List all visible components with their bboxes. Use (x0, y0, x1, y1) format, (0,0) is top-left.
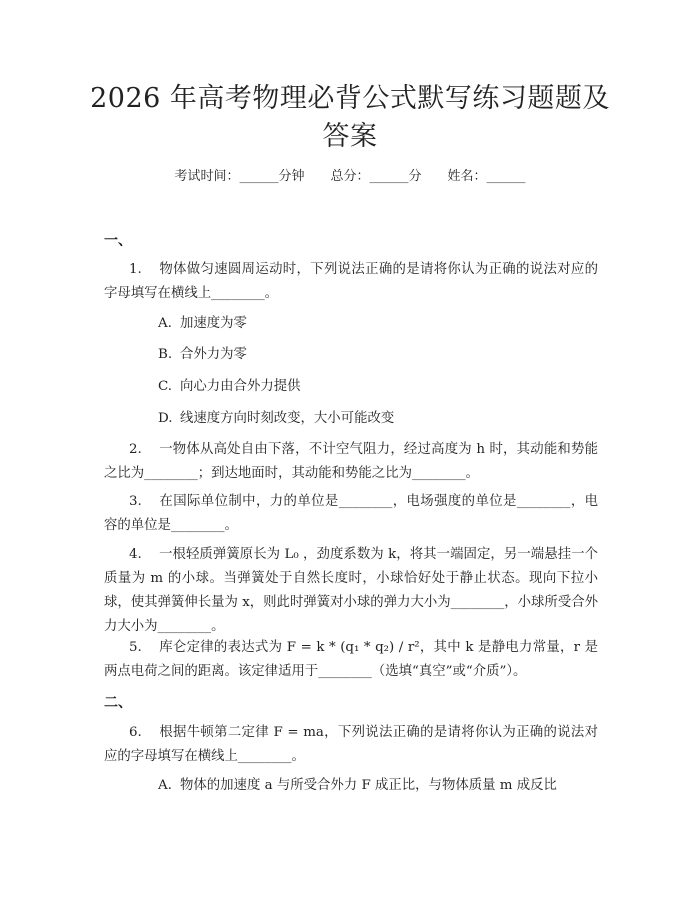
option-text: 线速度方向时刻改变，大小可能改变 (180, 411, 395, 426)
question-1 (104, 258, 598, 306)
question-text: 根据牛顿第二定律 F = ma，下列说法正确的是请将你认为正确的说法对应的字母填写在横线上________。 (104, 725, 598, 764)
option-text: 向心力由合外力提供 (180, 379, 301, 394)
question-3 (104, 490, 598, 538)
question-text: 物体做匀速圆周运动时，下列说法正确的是请将你认为正确的说法对应的字母填写在横线上________。 (104, 262, 598, 301)
question-number: 6. (129, 725, 142, 740)
option-letter: A. (158, 316, 172, 331)
option-q6-a (158, 776, 557, 796)
section-heading-2: 二、 (104, 695, 132, 711)
section-heading-1: 一、 (104, 233, 132, 249)
option-q1-c (158, 377, 301, 397)
question-5 (104, 636, 598, 684)
option-q1-b (158, 345, 247, 365)
question-4 (104, 543, 598, 639)
question-number: 1. (129, 262, 142, 277)
question-number: 3. (129, 494, 142, 509)
question-text: 一物体从高处自由下落，不计空气阻力，经过高度为 h 时，其动能和势能之比为________；到达地面时，其动能和势能之比为________。 (104, 442, 598, 481)
name-label: 姓名：______ (447, 169, 526, 184)
exam-meta (0, 168, 700, 186)
question-6 (104, 721, 598, 769)
question-2 (104, 438, 598, 486)
option-text: 合外力为零 (180, 347, 247, 362)
option-letter: B. (158, 347, 173, 362)
option-text: 加速度为零 (180, 316, 247, 331)
option-text: 物体的加速度 a 与所受合外力 F 成正比，与物体质量 m 成反比 (180, 778, 557, 793)
question-number: 5. (129, 640, 142, 655)
option-letter: D. (158, 411, 173, 426)
question-text: 在国际单位制中，力的单位是________，电场强度的单位是________，电容的单位是________。 (104, 494, 598, 533)
option-q1-a (158, 314, 247, 334)
question-text: 一根轻质弹簧原长为 L₀ ，劲度系数为 k，将其一端固定，另一端悬挂一个质量为 m 的小球。当弹簧处于自然长度时，小球恰好处于静止状态。现向下拉小球，使其弹簧伸长量为 x，则此时弹簧对小球的弹力大小为________，小球所受合外力大小为________。 (104, 547, 598, 634)
option-letter: A. (158, 778, 172, 793)
total-score-label: 总分：______分 (330, 169, 422, 184)
exam-time-label: 考试时间：______分钟 (174, 169, 305, 184)
question-text: 库仑定律的表达式为 F = k * (q₁ * q₂) / r²，其中 k 是静电力常量，r 是两点电荷之间的距离。该定律适用于________（选填“真空”或“介质”）。 (104, 640, 598, 679)
option-q1-d (158, 409, 394, 429)
option-letter: C. (158, 379, 173, 394)
page-title: 2026 年高考物理必背公式默写练习题题及答案 (90, 83, 610, 152)
question-number: 2. (129, 442, 142, 457)
question-number: 4. (129, 547, 142, 562)
